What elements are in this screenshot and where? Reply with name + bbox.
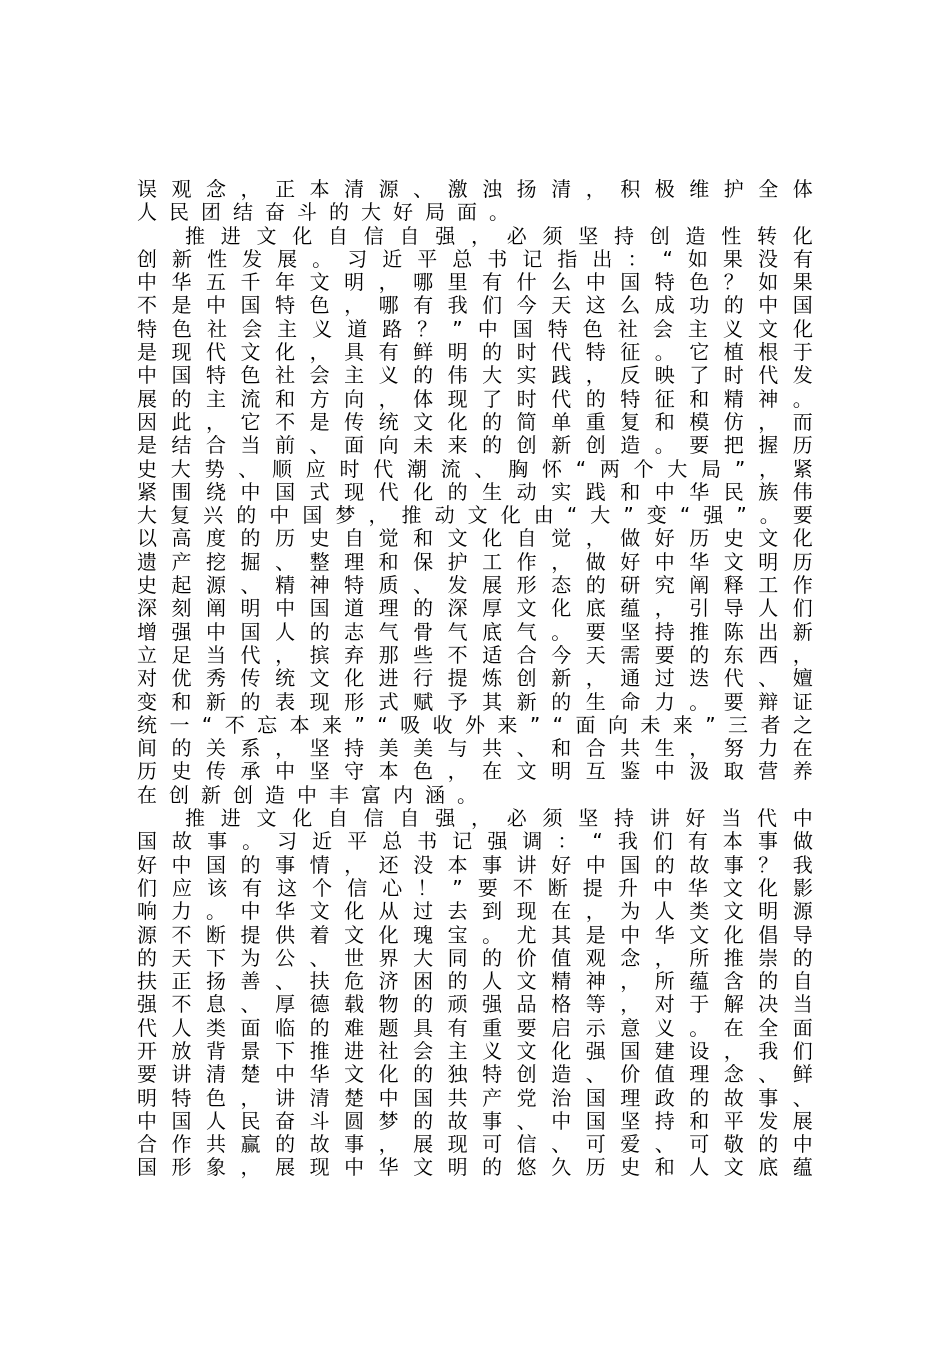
text-line: 明 特 色 ， 讲 清 楚 中 国 共 产 党 治 国 理 政 的 故 事 、: [137, 1086, 813, 1110]
text-line: 中 国 人 民 奋 斗 圆 梦 的 故 事 、 中 国 坚 持 和 平 发 展: [137, 1109, 813, 1133]
text-line: 是 现 代 文 化 ， 具 有 鲜 明 的 时 代 特 征 。 它 植 根 于: [137, 341, 813, 365]
text-line: 强 不 息 、 厚 德 载 物 的 顽 强 品 格 等 ， 对 于 解 决 当: [137, 993, 813, 1017]
text-line: 立 足 当 代 ， 摈 弃 那 些 不 适 合 今 天 需 要 的 东 西 ，: [137, 643, 813, 667]
text-line: 史 起 源 、 精 神 特 质 、 发 展 形 态 的 研 究 阐 释 工 作: [137, 574, 813, 598]
text-line: 合 作 共 赢 的 故 事 ， 展 现 可 信 、 可 爱 、 可 敬 的 中: [137, 1133, 813, 1157]
text-line: 推 进 文 化 自 信 自 强 ， 必 须 坚 持 创 造 性 转 化: [185, 224, 813, 248]
text-line: 紧 围 绕 中 国 式 现 代 化 的 生 动 实 践 和 中 华 民 族 伟: [137, 480, 813, 504]
text-line: 大 复 兴 的 中 国 梦 ， 推 动 文 化 由 “ 大 ” 变 “ 强 ” 。 要: [137, 504, 813, 528]
text-line: 增 强 中 国 人 的 志 气 骨 气 底 气 。 要 坚 持 推 陈 出 新: [137, 620, 813, 644]
text-line: 好 中 国 的 事 情 ， 还 没 本 事 讲 好 中 国 的 故 事 ？ 我: [137, 853, 813, 877]
text-line: 推 进 文 化 自 信 自 强 ， 必 须 坚 持 讲 好 当 代 中: [185, 807, 813, 831]
text-line: 开 放 背 景 下 推 进 社 会 主 义 文 化 强 国 建 设 ， 我 们: [137, 1039, 813, 1063]
text-line: 中 国 特 色 社 会 主 义 的 伟 大 实 践 ， 反 映 了 时 代 发: [137, 364, 813, 388]
text-line: 不 是 中 国 特 色 ， 哪 有 我 们 今 天 这 么 成 功 的 中 国: [137, 294, 813, 318]
text-line: 变 和 新 的 表 现 形 式 赋 予 其 新 的 生 命 力 。 要 辩 证: [137, 690, 813, 714]
text-line: 响 力 。 中 华 文 化 从 过 去 到 现 在 ， 为 人 类 文 明 源: [137, 900, 813, 924]
text-line: 的 天 下 为 公 、 世 界 大 同 的 价 值 观 念 ， 所 推 崇 的: [137, 946, 813, 970]
text-line: 历 史 传 承 中 坚 守 本 色 ， 在 文 明 互 鉴 中 汲 取 营 养: [137, 760, 813, 784]
text-line: 代 人 类 面 临 的 难 题 具 有 重 要 启 示 意 义 。 在 全 面: [137, 1016, 813, 1040]
text-line: 扶 正 扬 善 、 扶 危 济 困 的 人 文 精 神 ， 所 蕴 含 的 自: [137, 970, 813, 994]
text-line: 们 应 该 有 这 个 信 心 ！ ” 要 不 断 提 升 中 华 文 化 影: [137, 876, 813, 900]
text-line: 要 讲 清 楚 中 华 文 化 的 独 特 创 造 、 价 值 理 念 、 鲜: [137, 1063, 813, 1087]
text-line: 中 华 五 千 年 文 明 ， 哪 里 有 什 么 中 国 特 色 ？ 如 果: [137, 271, 813, 295]
text-line: 国 形 象 ， 展 现 中 华 文 明 的 悠 久 历 史 和 人 文 底 蕴: [137, 1156, 813, 1180]
text-line: 在 创 新 创 造 中 丰 富 内 涵 。: [137, 783, 477, 807]
text-line: 间 的 关 系 ， 坚 持 美 美 与 共 、 和 合 共 生 ， 努 力 在: [137, 737, 813, 761]
text-line: 遗 产 挖 掘 、 整 理 和 保 护 工 作 ， 做 好 中 华 文 明 历: [137, 550, 813, 574]
text-line: 史 大 势 、 顺 应 时 代 潮 流 、 胸 怀 “ 两 个 大 局 ” ， 紧: [137, 457, 813, 481]
text-line: 展 的 主 流 和 方 向 ， 体 现 了 时 代 的 特 征 和 精 神 。: [137, 387, 813, 411]
text-line: 以 高 度 的 历 史 自 觉 和 文 化 自 觉 ， 做 好 历 史 文 化: [137, 527, 813, 551]
text-line: 统 一 “ 不 忘 本 来 ” “ 吸 收 外 来 ” “ 面 向 未 来 ” 三 者 之: [137, 713, 813, 737]
text-line: 人 民 团 结 奋 斗 的 大 好 局 面 。: [137, 201, 509, 225]
text-line: 国 故 事 。 习 近 平 总 书 记 强 调 ： “ 我 们 有 本 事 做: [137, 830, 813, 854]
text-line: 因 此 ， 它 不 是 传 统 文 化 的 简 单 重 复 和 模 仿 ， 而: [137, 410, 813, 434]
text-line: 深 刻 阐 明 中 国 道 理 的 深 厚 文 化 底 蕴 ， 引 导 人 们: [137, 597, 813, 621]
text-line: 误 观 念 ， 正 本 清 源 、 激 浊 扬 清 ， 积 极 维 护 全 体: [137, 178, 813, 201]
text-line: 创 新 性 发 展 。 习 近 平 总 书 记 指 出 ： “ 如 果 没 有: [137, 247, 813, 271]
text-line: 对 优 秀 传 统 文 化 进 行 提 炼 创 新 ， 通 过 迭 代 、 嬗: [137, 667, 813, 691]
text-line: 是 结 合 当 前 、 面 向 未 来 的 创 新 创 造 。 要 把 握 历: [137, 434, 813, 458]
text-line: 源 不 断 提 供 着 文 化 瑰 宝 。 尤 其 是 中 华 文 化 倡 导: [137, 923, 813, 947]
text-line: 特 色 社 会 主 义 道 路 ？ ” 中 国 特 色 社 会 主 义 文 化: [137, 317, 813, 341]
body-text: [137, 178, 813, 1180]
